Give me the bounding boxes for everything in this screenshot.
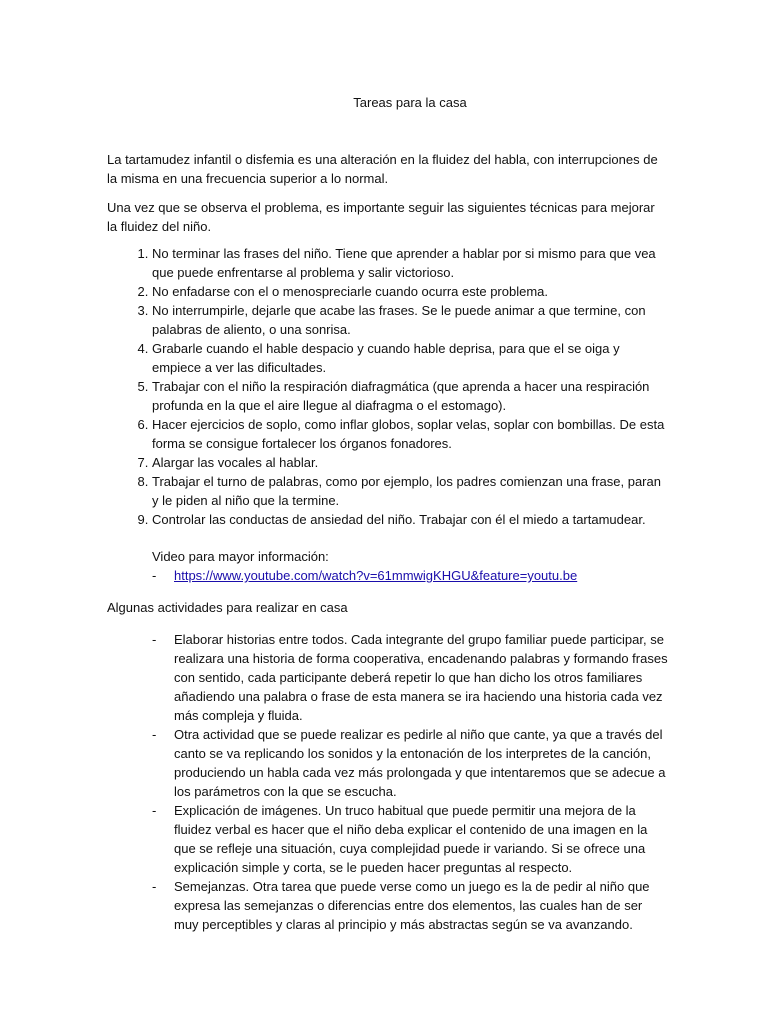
video-section: [107, 547, 668, 585]
activity-item: [152, 725, 668, 801]
dash-bullet: -: [152, 568, 157, 583]
task-item: 1. No terminar las frases del niño. Tiene que aprender a hablar por si mismo para que vea que puede enfrentarse al problema y salir victorioso.: [152, 244, 668, 282]
page-title: Tareas para la casa: [353, 95, 467, 110]
task-item: 7. Alargar las vocales al hablar.: [152, 453, 668, 472]
video-link[interactable]: https://www.youtube.com/watch?v=61mmwigKHGU&feature=youtu.be: [174, 568, 578, 583]
activity-list: [107, 630, 668, 934]
dash-bullet: -: [152, 727, 157, 742]
video-link-row: [152, 566, 668, 585]
task-item: 2. No enfadarse con el o menospreciarle cuando ocurra este problema.: [152, 282, 668, 301]
task-item: 9. Controlar las conductas de ansiedad del niño. Trabajar con él el miedo a tartamudear.: [152, 510, 668, 529]
activity-text: Semejanzas. Otra tarea que puede verse como un juego es la de pedir al niño que expresa las semejanzas o diferencias entre dos elementos, las cuales han de ser muy perceptibles y claras al principio y más abstractas según se va avanzando.: [174, 879, 650, 932]
activity-text: Explicación de imágenes. Un truco habitual que puede permitir una mejora de la fluidez verbal es hacer que el niño deba explicar el contenido de una imagen en la que se refleje una situación, cuya complejidad puede ir variando. Si se ofrece una explicación simple y corta, se le pueden hacer preguntas al respecto.: [174, 803, 648, 875]
activity-text: Elaborar historias entre todos. Cada integrante del grupo familiar puede participar, se realizara una historia de forma cooperativa, encadenando palabras y formando frases con sentido, cada participante deberá repetir lo que han dicho los otros familiares añadiendo una palabra o frase de esta manera se ira haciendo una historia cada vez más compleja y fluida.: [174, 632, 668, 723]
task-item: 4. Grabarle cuando el hable despacio y cuando hable deprisa, para que el se oiga y empiece a ver las dificultades.: [152, 339, 668, 377]
task-item: 5. Trabajar con el niño la respiración diafragmática (que aprenda a hacer una respiración profunda en la que el aire llegue al diafragma o el estomago).: [152, 377, 668, 415]
video-label: Video para mayor información:: [152, 549, 329, 564]
activity-item: [152, 630, 668, 725]
dash-bullet: -: [152, 879, 157, 894]
activities-heading: Algunas actividades para realizar en casa: [107, 600, 348, 615]
dash-bullet: -: [152, 803, 157, 818]
activity-item: [152, 877, 668, 934]
task-item: 3. No interrumpirle, dejarle que acabe las frases. Se le puede animar a que termine, con palabras de aliento, o una sonrisa.: [152, 301, 668, 339]
activity-item: [152, 801, 668, 877]
task-item: 6. Hacer ejercicios de soplo, como inflar globos, soplar velas, soplar con bombillas. De esta forma se consigue fortalecer los órganos fonadores.: [152, 415, 668, 453]
activity-text: Otra actividad que se puede realizar es pedirle al niño que cante, ya que a través del canto se va replicando los sonidos y la entonación de los interpretes de la canción, produciendo un habla cada vez más prolongada y que intentaremos que se adecue a los parámetros con la que se escucha.: [174, 727, 666, 799]
task-item: 8. Trabajar el turno de palabras, como por ejemplo, los padres comienzan una frase, paran y le piden al niño que la termine.: [152, 472, 668, 510]
intro-paragraph-2: Una vez que se observa el problema, es importante seguir las siguientes técnicas para mejorar la fluidez del niño.: [107, 200, 655, 234]
intro-paragraph: La tartamudez infantil o disfemia es una alteración en la fluidez del habla, con interrupciones de la misma en una frecuencia superior a lo normal.: [107, 152, 658, 186]
task-list: [107, 244, 668, 529]
dash-bullet: -: [152, 632, 157, 647]
